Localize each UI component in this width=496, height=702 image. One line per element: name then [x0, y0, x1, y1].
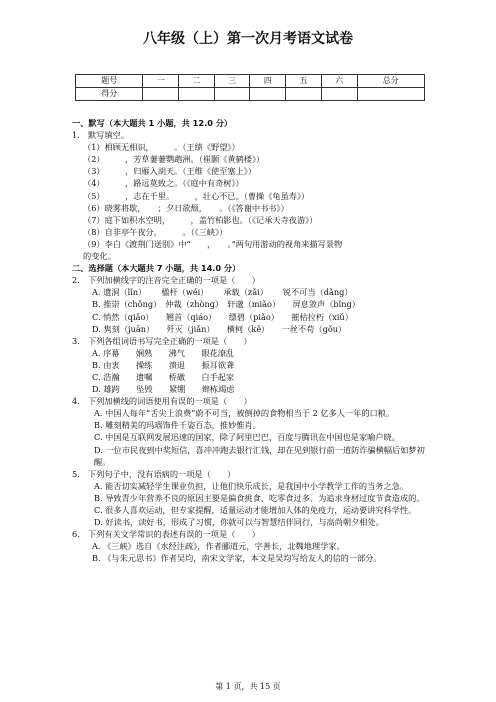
score-cell: 二 [179, 75, 215, 88]
section-heading: 一、默写（本大题共 1 小题，共 12.0 分） [72, 118, 233, 128]
exam-content [72, 117, 432, 564]
section-heading: 二、选择题（本大题共 7 小题，共 14.0 分） [72, 263, 241, 274]
score-cell: 总分 [357, 75, 424, 88]
page-footer: 第 1 页，共 15 页 [215, 682, 281, 691]
score-cell: 四 [250, 75, 286, 88]
score-cell: 一 [143, 75, 179, 88]
question-stem: 3. 下列各组词语书写完全正确的一项是（ ） [72, 335, 252, 346]
score-cell-empty [286, 88, 322, 101]
question-line: 的变化。 [83, 251, 116, 262]
score-cell: 得分 [76, 88, 143, 101]
question-line: B. 推崇（chǒng） 仲裁（zhòng） 轩邈（miǎo） 屏息敛声（bǐng） [92, 299, 360, 310]
score-cell: 三 [214, 75, 250, 88]
question-line: D. 雄跨 坠毁 紧绷 辫栋竭虑 [92, 384, 235, 395]
question-line: （5） ，志在千里。 ，壮心不已。（曹操《龟虽寿》） [83, 190, 310, 201]
score-table [75, 74, 425, 101]
question-line: （1）相顾无相识， 。（王绩《野望》） [83, 142, 240, 153]
page-title: 八年级（上）第一次月考语文试卷 [143, 31, 353, 47]
question-line: A. 能否切实减轻学生课业负担，让他们快乐成长，是我国中小学教学工作的当务之急。 [94, 480, 409, 491]
score-cell: 六 [321, 75, 357, 88]
question-stem: 1. 默写填空。 [72, 130, 129, 141]
score-cell-empty [179, 88, 215, 101]
question-line: A. 序幕 娴熟 沸气 眼花潦乱 [92, 347, 235, 358]
score-table-score-row [76, 88, 425, 101]
score-cell-empty [250, 88, 286, 101]
question-line: B. 由衷 操练 溃退 振耳欲聋 [92, 359, 235, 370]
question-line: A. 中国人每年“舌尖上浪费”蔚不可当，被倒掉的食物相当于 2 亿多人一年的口粮。 [94, 408, 395, 419]
question-stem: 5. 下列句子中，没有语病的一项是（ ） [72, 468, 236, 479]
score-cell-empty [214, 88, 250, 101]
question-line: A. 遗洞（lǐn） 楹杆（wéi） 承载（zǎi） 锐不可当（dǎng） [92, 287, 353, 298]
question-line: （9）李白《渡荆门送别》中“ ， 。”两句用游动的视角来描写景物 [83, 238, 343, 249]
score-cell-empty [143, 88, 179, 101]
question-line: （7）庭下如积水空明， ，盖竹柏影也。（《记承天寺夜游》） [83, 214, 318, 225]
score-cell: 题号 [76, 75, 143, 88]
question-line: （4） ，路远莫致之。（《庭中有奇树》） [83, 178, 244, 189]
score-cell-empty [357, 88, 424, 101]
question-line: D. 隽刻（juān） 歼灭（jiǎn） 横柯（kě） 一丝不苟（gǒu） [92, 323, 347, 334]
question-line: C. 中国是互联网发展迅速的国家，除了阿里巴巴，百度与腾讯在中国也是家喻户晓。 [94, 432, 400, 443]
question-line: （6）晓雾将歇， ；夕日欲颓， 。（《答谢中书书》） [83, 202, 289, 213]
question-line: （3） ，归雁入胡天。（王维《使至塞上》） [83, 166, 257, 177]
score-cell-empty [321, 88, 357, 101]
question-line: B. 导致青少年营养不良的原因主要是偏食挑食、吃零食过多、为追求身材过度节食造成的。 [94, 492, 425, 503]
question-line: B. 《与朱元思书》作者吴均，南宋文学家，本文是吴均写给友人的信的一部分。 [92, 553, 382, 564]
question-line: （8）自非亭午夜分， 。（《三峡》） [83, 226, 228, 237]
score-table-header-row [76, 75, 425, 88]
question-stem: 2. 下列加横线字的注音完全正确的一项是（ ） [72, 275, 260, 286]
question-line: D. 好读书，读好书，形成了习惯，你就可以与智慧结伴同行，与高尚朝夕相处。 [94, 517, 384, 528]
question-line: C. 浩瀚 遗嘱 桥礅 白手起家 [92, 371, 235, 382]
question-stem: 4. 下列加横线的词语使用有误的一项是（ ） [72, 396, 252, 407]
question-line: C. 很多人喜欢运动，但专家提醒，适量运动才能增加人体的免疫力，运动要讲究科学性。 [94, 505, 417, 515]
question-line: B. 雕刻精美的玛瑙饰件千姿百态，推妙惟肖。 [94, 420, 261, 431]
question-line: C. 悄然（qiǎo） 翘首（qiáo） 缥碧（piǎo） 摧枯拉朽（xiǔ） [92, 311, 353, 322]
score-cell: 五 [286, 75, 322, 88]
question-line: D. 一位市民夜到中奖短信，喜冲冲跑去银行汇钱，却在见到银行前一道防诈骗横幅后如梦初醒。 [94, 444, 425, 467]
question-stem: 6. 下列有关文学常识的表述有误的一项是（ ） [72, 529, 260, 540]
question-line: A. 《三峡》选自《水经注疏》，作者郦道元，字善长，北魏地理学家。 [92, 541, 345, 552]
question-line: （2） ，芳草萋萋鹦鹉洲。（崔颢《黄鹤楼》） [83, 154, 265, 165]
